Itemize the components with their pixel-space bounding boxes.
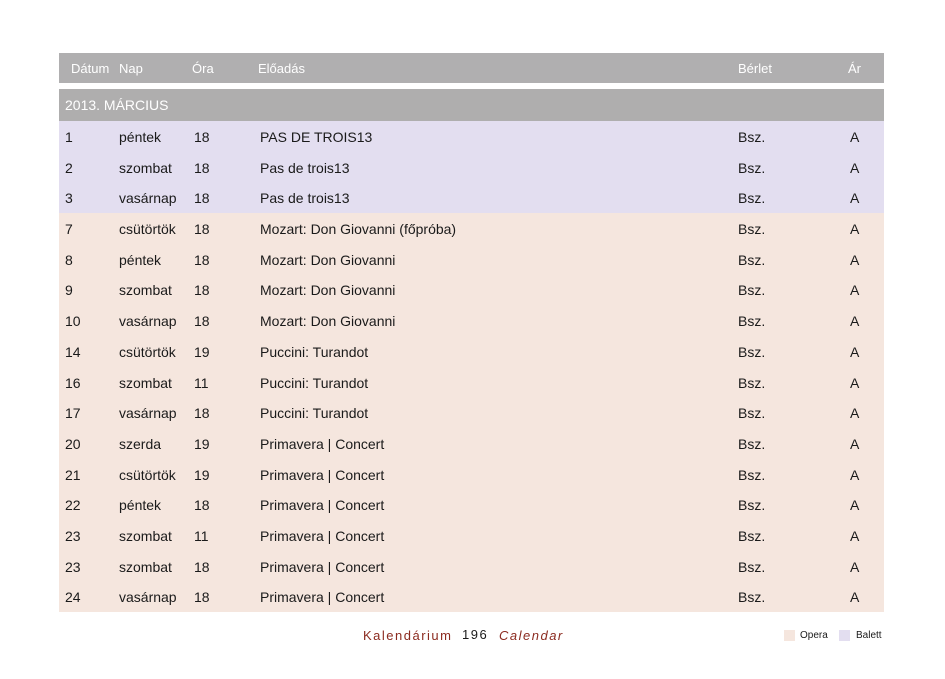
cell-performance: Primavera | Concert [260, 527, 385, 544]
cell-day: péntek [119, 129, 162, 145]
table-row [59, 397, 884, 428]
cell-day: szombat [119, 527, 172, 544]
table-row [59, 367, 884, 398]
header-performance: Előadás [258, 61, 305, 76]
cell-time: 18 [194, 129, 210, 145]
cell-date: 17 [65, 405, 81, 422]
month-heading [59, 89, 884, 121]
cell-date: 1 [65, 129, 73, 145]
cell-pass: Bsz. [738, 527, 766, 544]
table-row [59, 489, 884, 520]
footer-kalendarium: Kalendárium [363, 628, 453, 643]
cell-time: 18 [194, 589, 210, 606]
legend-balett-swatch [839, 630, 850, 641]
cell-pass: Bsz. [738, 374, 766, 391]
cell-day: szombat [119, 558, 172, 575]
cell-price: A [850, 527, 860, 544]
page-footer [0, 627, 945, 647]
cell-date: 3 [65, 190, 73, 207]
cell-day: csütörtök [119, 466, 176, 483]
cell-pass: Bsz. [738, 129, 766, 145]
cell-time: 19 [194, 435, 210, 452]
cell-date: 21 [65, 466, 81, 483]
cell-pass: Bsz. [738, 497, 766, 514]
table-row [59, 305, 884, 336]
cell-time: 18 [194, 159, 210, 176]
cell-day: csütörtök [119, 221, 176, 238]
cell-price: A [850, 251, 860, 268]
table-header [59, 53, 884, 83]
cell-pass: Bsz. [738, 558, 766, 575]
cell-price: A [850, 466, 860, 483]
table-row [59, 274, 884, 305]
table-row [59, 459, 884, 490]
cell-performance: Puccini: Turandot [260, 343, 369, 360]
table-row [59, 520, 884, 551]
cell-pass: Bsz. [738, 343, 766, 360]
table-row [59, 213, 884, 244]
cell-pass: Bsz. [738, 190, 766, 207]
cell-performance: Primavera | Concert [260, 589, 385, 606]
table-row [59, 182, 884, 213]
cell-performance: Primavera | Concert [260, 466, 385, 483]
cell-performance: Primavera | Concert [260, 558, 385, 575]
cell-price: A [850, 159, 860, 176]
table-row [59, 336, 884, 367]
cell-performance: Pas de trois13 [260, 190, 350, 207]
legend-balett-label: Balett [856, 630, 882, 641]
cell-day: péntek [119, 497, 162, 514]
header-date: Dátum [71, 61, 110, 76]
cell-day: csütörtök [119, 343, 176, 360]
cell-pass: Bsz. [738, 221, 766, 238]
cell-date: 24 [65, 589, 81, 606]
header-pass: Bérlet [738, 61, 772, 76]
table-row [59, 121, 884, 152]
cell-pass: Bsz. [738, 159, 766, 176]
cell-day: szombat [119, 159, 172, 176]
cell-price: A [850, 343, 860, 360]
cell-performance: Puccini: Turandot [260, 374, 369, 391]
cell-performance: Primavera | Concert [260, 497, 385, 514]
table-row [59, 581, 884, 612]
cell-performance: Mozart: Don Giovanni (főpróba) [260, 221, 457, 238]
cell-price: A [850, 190, 860, 207]
cell-time: 19 [194, 343, 210, 360]
cell-pass: Bsz. [738, 405, 766, 422]
cell-date: 9 [65, 282, 73, 299]
cell-performance: Puccini: Turandot [260, 405, 369, 422]
cell-price: A [850, 405, 860, 422]
cell-pass: Bsz. [738, 435, 766, 452]
cell-time: 18 [194, 405, 210, 422]
schedule-table [59, 121, 884, 612]
cell-price: A [850, 221, 860, 238]
cell-price: A [850, 313, 860, 330]
cell-day: szerda [119, 435, 162, 452]
cell-price: A [850, 558, 860, 575]
cell-date: 22 [65, 497, 81, 514]
cell-date: 7 [65, 221, 73, 238]
cell-time: 18 [194, 190, 210, 207]
page-number: 196 [462, 627, 489, 642]
legend-opera-label: Opera [800, 630, 828, 641]
cell-pass: Bsz. [738, 251, 766, 268]
cell-day: szombat [119, 374, 172, 391]
header-time: Óra [192, 61, 214, 76]
cell-day: szombat [119, 282, 172, 299]
footer-calendar: Calendar [499, 628, 564, 643]
month-label: 2013. MÁRCIUS [65, 97, 169, 113]
table-row [59, 428, 884, 459]
cell-time: 18 [194, 282, 210, 299]
table-row [59, 152, 884, 183]
cell-performance: Mozart: Don Giovanni [260, 282, 396, 299]
cell-date: 23 [65, 527, 81, 544]
cell-pass: Bsz. [738, 589, 766, 606]
cell-pass: Bsz. [738, 282, 766, 299]
cell-date: 8 [65, 251, 73, 268]
cell-price: A [850, 589, 860, 606]
cell-performance: PAS DE TROIS13 [260, 129, 373, 145]
cell-date: 14 [65, 343, 81, 360]
cell-price: A [850, 435, 860, 452]
cell-performance: Mozart: Don Giovanni [260, 251, 396, 268]
cell-pass: Bsz. [738, 466, 766, 483]
cell-day: vasárnap [119, 190, 177, 207]
cell-date: 2 [65, 159, 73, 176]
cell-date: 23 [65, 558, 81, 575]
cell-price: A [850, 374, 860, 391]
header-day: Nap [119, 61, 143, 76]
cell-date: 20 [65, 435, 81, 452]
cell-date: 16 [65, 374, 81, 391]
cell-time: 18 [194, 558, 210, 575]
cell-time: 11 [194, 374, 209, 391]
cell-price: A [850, 497, 860, 514]
cell-date: 10 [65, 313, 81, 330]
table-row [59, 551, 884, 582]
cell-time: 18 [194, 497, 210, 514]
table-row [59, 244, 884, 275]
cell-day: vasárnap [119, 589, 177, 606]
cell-price: A [850, 129, 860, 145]
cell-performance: Primavera | Concert [260, 435, 385, 452]
cell-price: A [850, 282, 860, 299]
cell-time: 19 [194, 466, 210, 483]
cell-time: 18 [194, 313, 210, 330]
cell-performance: Mozart: Don Giovanni [260, 313, 396, 330]
header-price: Ár [848, 61, 861, 76]
cell-day: vasárnap [119, 405, 177, 422]
cell-day: péntek [119, 251, 162, 268]
cell-time: 18 [194, 221, 210, 238]
cell-day: vasárnap [119, 313, 177, 330]
cell-performance: Pas de trois13 [260, 159, 350, 176]
cell-time: 18 [194, 251, 210, 268]
cell-time: 11 [194, 527, 209, 544]
legend-opera-swatch [784, 630, 795, 641]
cell-pass: Bsz. [738, 313, 766, 330]
